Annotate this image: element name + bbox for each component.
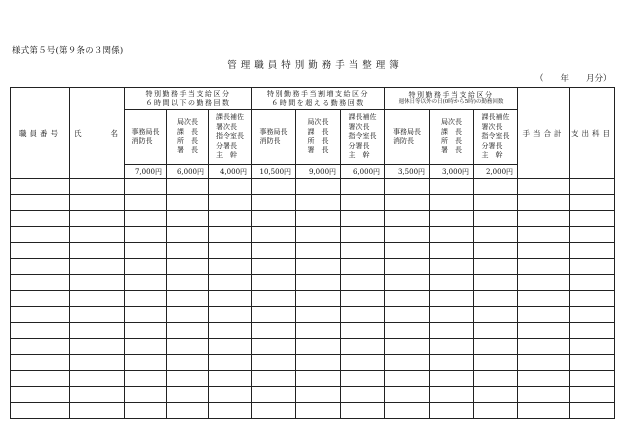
entry-cell	[570, 323, 615, 339]
entry-cell	[296, 291, 341, 307]
entry-cell	[474, 227, 518, 243]
entry-cell	[474, 211, 518, 227]
entry-cell	[209, 259, 252, 275]
entry-cell	[125, 259, 167, 275]
entry-cell	[385, 259, 430, 275]
entry-cell	[341, 227, 385, 243]
entry-cell	[125, 179, 167, 195]
entry-cell	[209, 339, 252, 355]
entry-cell	[252, 195, 296, 211]
entry-cell	[70, 371, 125, 387]
entry-cell	[252, 291, 296, 307]
entry-cell	[252, 243, 296, 259]
entry-row	[11, 195, 615, 211]
entry-cell	[167, 243, 209, 259]
position-cell: 課長補佐 署次長 指令室長 分署長 主 幹	[474, 110, 518, 165]
entry-cell	[209, 307, 252, 323]
entry-row	[11, 371, 615, 387]
entry-cell	[11, 355, 70, 371]
entry-cell	[125, 323, 167, 339]
entry-cell	[570, 195, 615, 211]
entry-cell	[518, 339, 570, 355]
entry-cell	[341, 403, 385, 419]
group-3-line1: 特別勤務手当支給区分	[408, 90, 494, 99]
page-title: 管理職員特別勤務手当整理簿	[227, 60, 403, 71]
entry-cell	[430, 259, 474, 275]
entry-cell	[385, 211, 430, 227]
entry-cell	[385, 243, 430, 259]
entry-cell	[11, 339, 70, 355]
name-header-right: 名	[110, 128, 118, 138]
entry-cell	[474, 291, 518, 307]
entry-cell	[518, 387, 570, 403]
entry-row	[11, 243, 615, 259]
entry-cell	[296, 259, 341, 275]
entry-cell	[252, 307, 296, 323]
entry-cell	[125, 307, 167, 323]
entry-cell	[430, 275, 474, 291]
entry-cell	[518, 323, 570, 339]
entry-cell	[570, 179, 615, 195]
position-cell: 局次長 課 長 所 長 署 長	[430, 110, 474, 165]
entry-cell	[296, 403, 341, 419]
entry-cell	[430, 355, 474, 371]
entry-cell	[11, 195, 70, 211]
entry-cell	[430, 179, 474, 195]
entry-row	[11, 211, 615, 227]
entry-cell	[125, 403, 167, 419]
group-2-line2: ６時間を超える勤務回数	[271, 98, 365, 107]
entry-cell	[11, 211, 70, 227]
entry-cell	[125, 387, 167, 403]
entry-cell	[125, 371, 167, 387]
entry-cell	[296, 227, 341, 243]
position-cell: 事務局長 消防長	[125, 110, 167, 165]
entry-cell	[385, 323, 430, 339]
entry-cell	[474, 243, 518, 259]
entry-cell	[11, 323, 70, 339]
entry-cell	[296, 243, 341, 259]
entry-cell	[385, 227, 430, 243]
entry-cell	[167, 371, 209, 387]
entry-row	[11, 403, 615, 419]
entry-cell	[474, 259, 518, 275]
entry-cell	[570, 355, 615, 371]
entry-row	[11, 339, 615, 355]
entry-cell	[167, 195, 209, 211]
entry-cell	[209, 355, 252, 371]
form-number: 様式第５号(第９条の３関係)	[12, 46, 124, 56]
amount-cell: 6,000円	[341, 165, 385, 179]
entry-cell	[209, 323, 252, 339]
entry-cell	[341, 387, 385, 403]
entry-cell	[252, 259, 296, 275]
entry-cell	[70, 307, 125, 323]
entry-cell	[252, 371, 296, 387]
entry-cell	[430, 371, 474, 387]
entry-cell	[474, 371, 518, 387]
entry-cell	[70, 291, 125, 307]
name-header	[70, 88, 125, 179]
entry-cell	[296, 307, 341, 323]
entry-cell	[296, 195, 341, 211]
entry-cell	[167, 179, 209, 195]
entry-cell	[70, 259, 125, 275]
entry-cell	[341, 323, 385, 339]
entry-cell	[252, 339, 296, 355]
entry-cell	[167, 403, 209, 419]
entry-cell	[252, 275, 296, 291]
entry-cell	[209, 227, 252, 243]
entry-cell	[70, 387, 125, 403]
entry-cell	[430, 307, 474, 323]
entry-cell	[518, 403, 570, 419]
entry-cell	[167, 339, 209, 355]
entry-cell	[518, 211, 570, 227]
entry-cell	[252, 355, 296, 371]
entry-cell	[570, 243, 615, 259]
entry-cell	[474, 387, 518, 403]
entry-cell	[518, 195, 570, 211]
entry-cell	[474, 403, 518, 419]
entry-cell	[70, 355, 125, 371]
entry-cell	[252, 323, 296, 339]
entry-cell	[474, 179, 518, 195]
position-cell: 局次長 課 長 所 長 署 長	[296, 110, 341, 165]
entry-cell	[296, 339, 341, 355]
entry-cell	[430, 227, 474, 243]
entry-cell	[296, 275, 341, 291]
entry-cell	[341, 211, 385, 227]
entry-cell	[296, 355, 341, 371]
entry-cell	[385, 307, 430, 323]
entry-cell	[209, 195, 252, 211]
group-header-1	[125, 88, 252, 110]
entry-cell	[430, 211, 474, 227]
entry-cell	[430, 387, 474, 403]
entry-cell	[70, 403, 125, 419]
total-header: 手当合計	[518, 88, 570, 179]
amount-cell: 2,000円	[474, 165, 518, 179]
entry-row	[11, 323, 615, 339]
entry-cell	[252, 211, 296, 227]
entry-cell	[70, 179, 125, 195]
entry-cell	[209, 371, 252, 387]
entry-cell	[209, 403, 252, 419]
allowance-ledger-table	[10, 87, 615, 419]
entry-cell	[518, 243, 570, 259]
entry-row	[11, 275, 615, 291]
group-2-line1: 特別勤務手当割増支給区分	[267, 89, 370, 98]
entry-row	[11, 259, 615, 275]
entry-cell	[252, 179, 296, 195]
entry-cell	[125, 195, 167, 211]
entry-cell	[167, 307, 209, 323]
entry-cell	[385, 275, 430, 291]
entry-rows	[11, 179, 615, 419]
amount-cell: 7,000円	[125, 165, 167, 179]
entry-cell	[518, 355, 570, 371]
entry-cell	[70, 275, 125, 291]
entry-cell	[11, 243, 70, 259]
entry-cell	[296, 371, 341, 387]
group-header-3	[385, 88, 518, 110]
entry-cell	[570, 371, 615, 387]
entry-cell	[570, 387, 615, 403]
entry-cell	[209, 291, 252, 307]
entry-cell	[518, 227, 570, 243]
group-header-2	[252, 88, 385, 110]
entry-cell	[430, 291, 474, 307]
amount-cell: 4,000円	[209, 165, 252, 179]
entry-cell	[252, 403, 296, 419]
entry-cell	[385, 403, 430, 419]
entry-cell	[209, 211, 252, 227]
name-header-left: 氏	[74, 128, 82, 138]
entry-cell	[430, 195, 474, 211]
entry-cell	[341, 179, 385, 195]
entry-cell	[70, 243, 125, 259]
entry-row	[11, 307, 615, 323]
amount-cell: 3,000円	[430, 165, 474, 179]
entry-cell	[385, 195, 430, 211]
entry-cell	[474, 355, 518, 371]
entry-cell	[252, 387, 296, 403]
entry-cell	[570, 307, 615, 323]
entry-cell	[209, 387, 252, 403]
entry-cell	[341, 243, 385, 259]
entry-cell	[430, 323, 474, 339]
entry-cell	[430, 339, 474, 355]
entry-cell	[296, 387, 341, 403]
entry-cell	[518, 275, 570, 291]
entry-cell	[518, 179, 570, 195]
entry-cell	[518, 259, 570, 275]
entry-cell	[474, 323, 518, 339]
entry-cell	[11, 179, 70, 195]
employee-no-header: 職員番号	[11, 88, 70, 179]
entry-row	[11, 355, 615, 371]
entry-cell	[570, 259, 615, 275]
entry-cell	[385, 355, 430, 371]
entry-cell	[341, 307, 385, 323]
entry-cell	[341, 195, 385, 211]
entry-cell	[570, 227, 615, 243]
entry-cell	[341, 275, 385, 291]
entry-cell	[70, 339, 125, 355]
entry-cell	[341, 355, 385, 371]
account-header: 支出科目	[570, 88, 615, 179]
entry-cell	[385, 339, 430, 355]
entry-cell	[474, 307, 518, 323]
entry-cell	[125, 339, 167, 355]
entry-cell	[385, 179, 430, 195]
entry-row	[11, 387, 615, 403]
entry-row	[11, 291, 615, 307]
entry-cell	[518, 291, 570, 307]
entry-cell	[209, 275, 252, 291]
entry-cell	[70, 195, 125, 211]
entry-cell	[341, 259, 385, 275]
entry-cell	[167, 259, 209, 275]
header-row-groups	[11, 88, 615, 110]
entry-cell	[11, 275, 70, 291]
entry-cell	[11, 227, 70, 243]
entry-cell	[167, 291, 209, 307]
entry-cell	[125, 355, 167, 371]
entry-cell	[11, 371, 70, 387]
entry-cell	[167, 355, 209, 371]
entry-cell	[11, 387, 70, 403]
group-1-line1: 特別勤務手当支給区分	[145, 89, 231, 98]
entry-cell	[296, 179, 341, 195]
entry-cell	[167, 227, 209, 243]
entry-cell	[209, 179, 252, 195]
entry-cell	[570, 275, 615, 291]
entry-cell	[167, 323, 209, 339]
entry-cell	[11, 403, 70, 419]
entry-cell	[167, 387, 209, 403]
entry-cell	[570, 211, 615, 227]
entry-cell	[518, 371, 570, 387]
group-3-line2: 週休日等以外の日(0時から5時)の勤務回数	[398, 99, 504, 106]
entry-cell	[125, 211, 167, 227]
entry-cell	[70, 227, 125, 243]
position-cell: 事務局長 消防長	[385, 110, 430, 165]
position-cell: 事務局長 消防長	[252, 110, 296, 165]
amount-cell: 9,000円	[296, 165, 341, 179]
entry-cell	[252, 227, 296, 243]
entry-cell	[11, 307, 70, 323]
entry-cell	[385, 291, 430, 307]
entry-row	[11, 179, 615, 195]
entry-cell	[385, 371, 430, 387]
group-1-line2: ６時間以下の勤務回数	[145, 98, 231, 107]
period-label: （ 年 月分）	[535, 74, 612, 84]
entry-cell	[167, 211, 209, 227]
entry-cell	[474, 339, 518, 355]
amount-cell: 10,500円	[252, 165, 296, 179]
entry-cell	[125, 227, 167, 243]
entry-cell	[570, 403, 615, 419]
entry-cell	[430, 243, 474, 259]
entry-cell	[296, 211, 341, 227]
entry-cell	[296, 323, 341, 339]
position-cell: 局次長 課 長 所 長 署 長	[167, 110, 209, 165]
entry-cell	[125, 275, 167, 291]
entry-cell	[70, 323, 125, 339]
entry-cell	[125, 243, 167, 259]
entry-cell	[167, 275, 209, 291]
entry-cell	[70, 211, 125, 227]
entry-cell	[341, 339, 385, 355]
entry-cell	[385, 387, 430, 403]
entry-cell	[518, 307, 570, 323]
entry-cell	[125, 291, 167, 307]
entry-cell	[430, 403, 474, 419]
entry-cell	[570, 291, 615, 307]
entry-cell	[341, 291, 385, 307]
entry-cell	[341, 371, 385, 387]
entry-cell	[11, 291, 70, 307]
entry-cell	[209, 243, 252, 259]
position-cell: 課長補佐 署次長 指令室長 分署長 主 幹	[209, 110, 252, 165]
amount-cell: 6,000円	[167, 165, 209, 179]
entry-cell	[570, 339, 615, 355]
entry-cell	[11, 259, 70, 275]
position-cell: 課長補佐 署次長 指令室長 分署長 主 幹	[341, 110, 385, 165]
entry-cell	[474, 195, 518, 211]
amount-cell: 3,500円	[385, 165, 430, 179]
entry-row	[11, 227, 615, 243]
entry-cell	[474, 275, 518, 291]
